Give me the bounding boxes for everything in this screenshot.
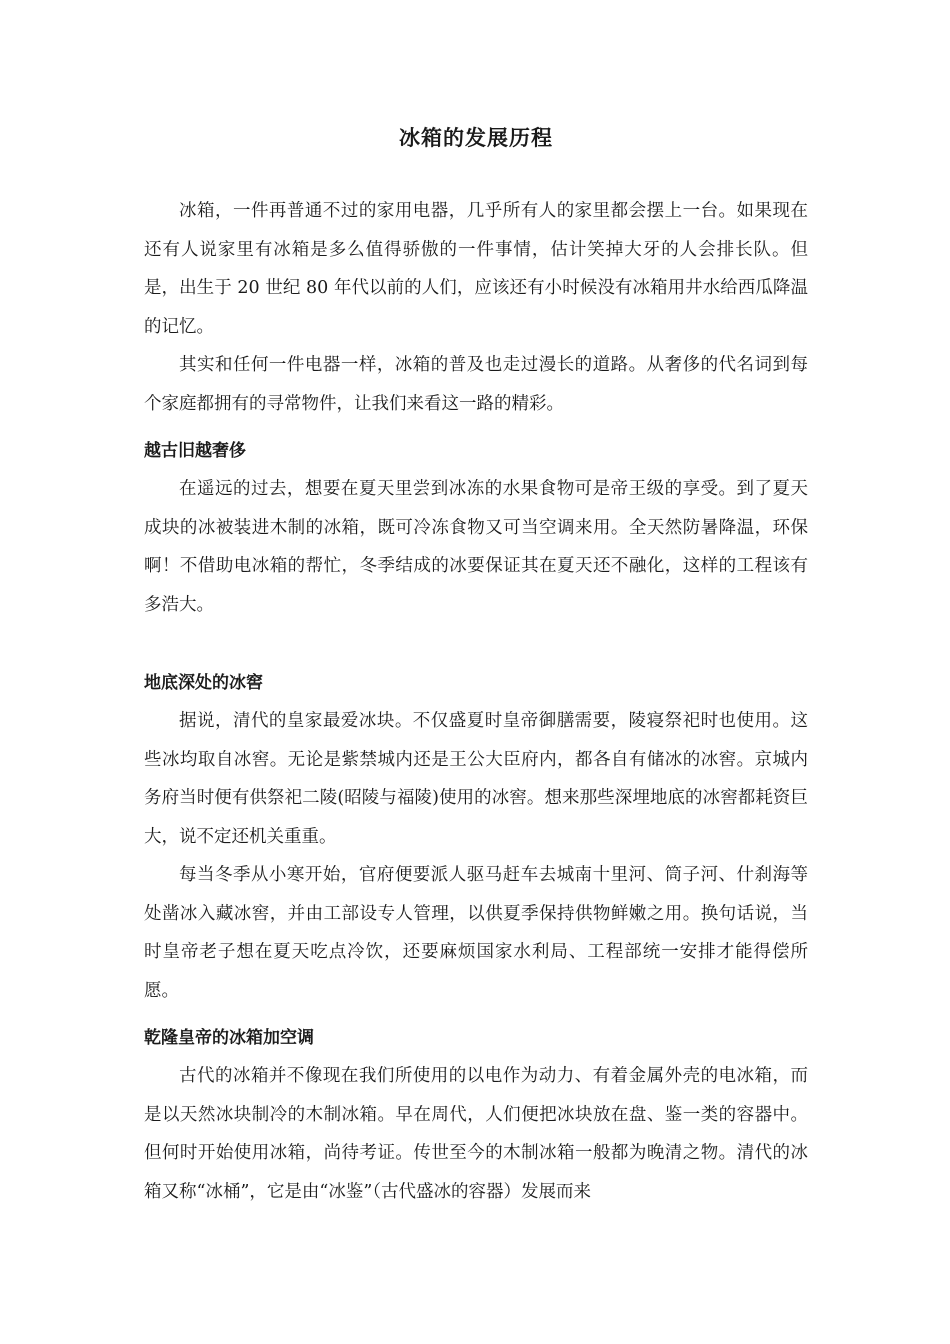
document-page: [144, 0, 808, 1211]
document-body: [144, 192, 808, 1211]
section-1-paragraph-1: 在遥远的过去，想要在夏天里尝到冰冻的水果食物可是帝王级的享受。到了夏天成块的冰被装进木制的冰箱，既可冷冻食物又可当空调来用。全天然防暑降温，环保啊！不借助电冰箱的帮忙，冬季结成的冰要保证其在夏天还不融化，这样的工程该有多浩大。: [144, 479, 808, 615]
section-3-paragraph-1: 古代的冰箱并不像现在我们所使用的以电作为动力、有着金属外壳的电冰箱，而是以天然冰块制冷的木制冰箱。早在周代，人们便把冰块放在盘、鉴一类的容器中。但何时开始使用冰箱，尚待考证。传世至今的木制冰箱一般都为晚清之物。清代的冰箱又称“冰桶”，它是由“冰鉴”（古代盛冰的容器）发展而来: [144, 1066, 808, 1202]
section-gap: [144, 423, 808, 432]
section-2: [144, 664, 808, 1010]
section-3: [144, 1019, 808, 1211]
section-gap: [144, 624, 808, 664]
intro-paragraph-2: 其实和任何一件电器一样，冰箱的普及也走过漫长的道路。从奢侈的代名词到每个家庭都拥有的寻常物件，让我们来看这一路的精彩。: [144, 355, 808, 414]
section-heading-3: 乾隆皇帝的冰箱加空调: [144, 1028, 314, 1048]
section-2-paragraph-2: 每当冬季从小寒开始，官府便要派人驱马赶车去城南十里河、筒子河、什刹海等处凿冰入藏冰窖，并由工部设专人管理，以供夏季保持供物鲜嫩之用。换句话说，当时皇帝老子想在夏天吃点冷饮，还要麻烦国家水利局、工程部统一安排才能得偿所愿。: [144, 865, 808, 1001]
document-title: 冰箱的发展历程: [399, 125, 553, 150]
intro-paragraph-1: 冰箱，一件再普通不过的家用电器，几乎所有人的家里都会摆上一台。如果现在还有人说家里有冰箱是多么值得骄傲的一件事情，估计笑掉大牙的人会排长队。但是，出生于 20 世纪 80 年代以前的人们，应该还有小时候没有冰箱用井水给西瓜降温的记忆。: [144, 201, 808, 337]
section-2-paragraph-1: 据说，清代的皇家最爱冰块。不仅盛夏时皇帝御膳需要，陵寝祭祀时也使用。这些冰均取自冰窖。无论是紫禁城内还是王公大臣府内，都各自有储冰的冰窖。京城内务府当时便有供祭祀二陵(昭陵与福陵)使用的冰窖。想来那些深埋地底的冰窖都耗资巨大，说不定还机关重重。: [144, 711, 808, 847]
section-heading-1: 越古旧越奢侈: [144, 441, 246, 461]
section-gap: [144, 1010, 808, 1019]
section-1: [144, 432, 808, 624]
section-heading-2: 地底深处的冰窖: [144, 673, 263, 693]
